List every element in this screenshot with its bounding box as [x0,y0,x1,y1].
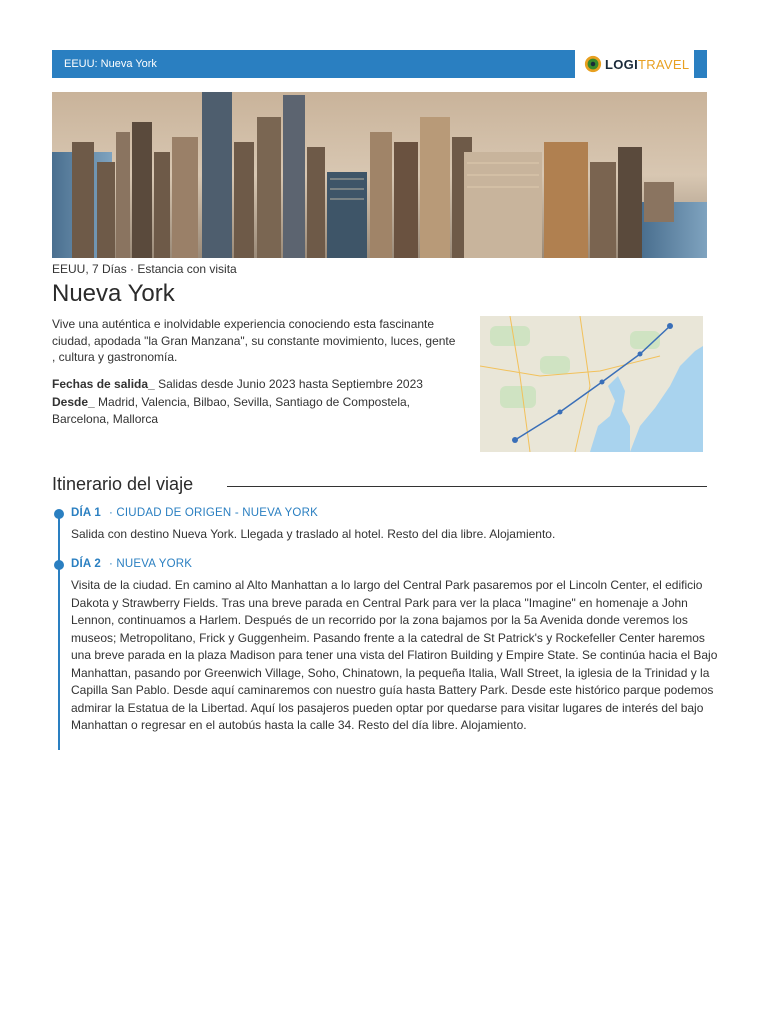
logo-globe-icon [584,55,602,73]
departure-dates [52,376,462,394]
header-breadcrumb-bar [52,50,575,78]
day-1-heading [71,507,318,519]
departure-dates-value: Salidas desde Junio 2023 hasta Septiembre 2023 [158,377,423,391]
day-2-description: Visita de la ciudad. En camino al Alto Manhattan a lo largo del Central Park pasaremos por el Lincoln Center, el edificio Dakota y Strawberry Fields. Tras una breve parada en Central Park para ver la placa "Imagine" en homenaje a John Lennon, continuamos a Harlem. Después de un recorrido por la zona bajamos por la 5a Avenida donde veremos los museos; Metropolitano, Frick y Guggenheim. Pasando frente a la catedral de St Patrick's y Rockefeller Center haremos una breve parada en la plaza Madison para tener una vista del Flatiron Building y Empire State. Se continúa hacia el Bajo Manhattan, pasando por Greenwich Village, Soho, Chinatown, la pequeña Italia, Wall Street, la iglesia de la Trinidad y la Capilla San Pablo. Desde aquí caminaremos con nuestro guía hasta Battery Park. Desde este histórico parque podemos admirar la Estatua de la Libertad. Aquí los pasajeros pueden optar por quedarse para visitar lugares de interés del bajo Manhattan o regresar en el autobús hasta la calle 34. Resto del día libre. Alojamiento. [71,578,718,732]
day-2-number: DÍA 2 [71,558,101,570]
trip-facts [52,376,462,429]
timeline-line [58,518,60,750]
day-2-heading [71,558,192,570]
page-title: Nueva York [52,280,175,307]
logo-text-travel: TRAVEL [637,56,690,72]
timeline-dot-day-2 [54,560,64,570]
day-1-place: · CIUDAD DE ORIGEN - NUEVA YORK [108,507,318,519]
logitravel-logo [580,50,694,78]
timeline-dot-day-1 [54,509,64,519]
day-2-place: · NUEVA YORK [108,558,193,570]
logo-text-logi: LOGI [605,56,638,72]
departure-cities-label: Desde_ [52,394,95,409]
section-divider [227,486,707,487]
day-1-description: Salida con destino Nueva York. Llegada y traslado al hotel. Resto del dia libre. Alojamiento. [71,527,556,541]
trip-subtitle: EEUU, 7 Días · Estancia con visita [52,262,237,276]
departure-cities [52,394,462,429]
trip-description: Vive una auténtica e inolvidable experiencia conociendo esta fascinante ciudad, apodada "la Gran Manzana", su constante movimiento, luces, gente , cultura y gastronomía. [52,317,456,364]
route-map [480,316,703,452]
breadcrumb: EEUU: Nueva York [64,58,157,70]
day-1-number: DÍA 1 [71,507,101,519]
hero-image-new-york-skyline [52,92,707,258]
header-accent-block [694,50,707,78]
itinerary-title: Itinerario del viaje [52,474,194,494]
departure-dates-label: Fechas de salida_ [52,377,155,391]
departure-cities-value: Madrid, Valencia, Bilbao, Sevilla, Santiago de Compostela, Barcelona, Mallorca [52,394,410,426]
